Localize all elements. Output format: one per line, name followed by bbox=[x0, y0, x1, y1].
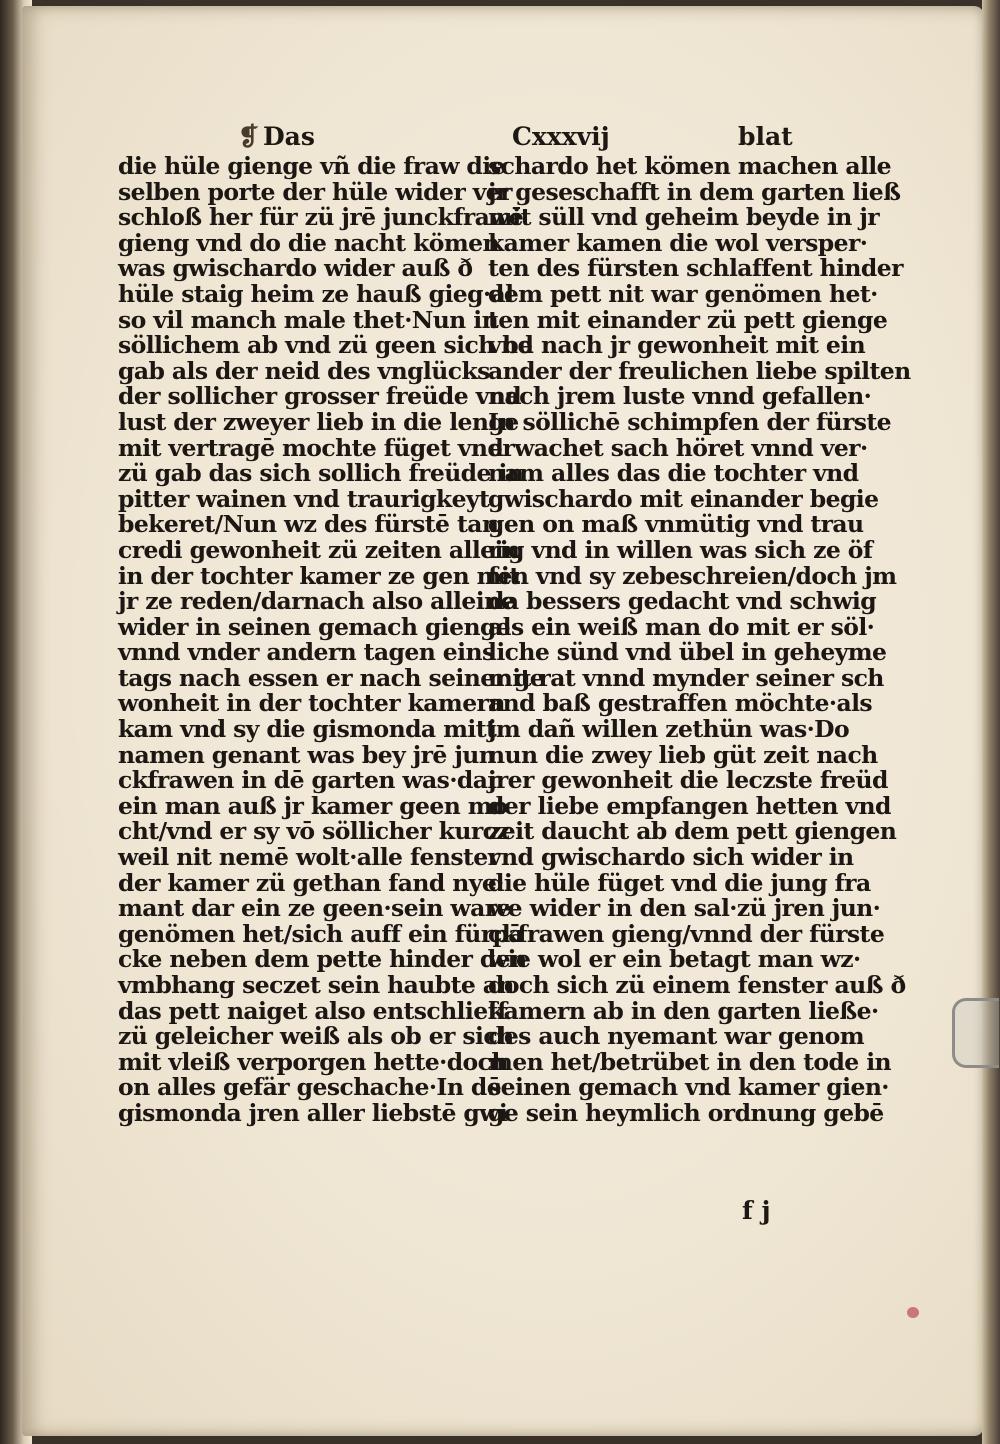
text-line: dem pett nit war genömen het· bbox=[488, 279, 878, 308]
page-tab-marker bbox=[952, 998, 999, 1068]
text-line: jm dañ willen zethün was·Do bbox=[488, 715, 850, 744]
text-line: des auch nyemant war genom bbox=[488, 1022, 865, 1051]
text-line: genömen het/sich auff ein fürpā bbox=[118, 919, 523, 948]
text-line: bekeret/Nun wz des fürstē tan bbox=[118, 510, 499, 539]
folio-number: Cxxxvij bbox=[512, 122, 610, 151]
text-line: gwischardo mit einander begie bbox=[488, 484, 879, 513]
text-line: gen on maß vnmütig vnd trau bbox=[488, 510, 864, 539]
text-line: der sollicher grosser freüde vnd bbox=[118, 382, 522, 411]
signature-mark: f j bbox=[742, 1196, 771, 1225]
text-line: ge sein heymlich ordnung gebē bbox=[488, 1098, 884, 1127]
text-line: schloß her für zü jrē junckfrawē bbox=[118, 203, 524, 232]
page-stack-edge bbox=[982, 0, 1000, 1444]
text-line: zeit daucht ab dem pett giengen bbox=[488, 817, 897, 846]
text-line: schardo het kömen machen alle bbox=[488, 152, 891, 180]
text-line: fen vnd sy zebeschreien/doch jm bbox=[488, 561, 897, 590]
text-line: mit süll vnd geheim beyde in jr bbox=[488, 203, 880, 232]
text-line: ckfrawen gieng/vnnd der fürste bbox=[488, 919, 885, 948]
text-line: wider in seinen gemach gienge· bbox=[118, 612, 518, 641]
text-line: erwachet sach höret vnnd ver· bbox=[488, 433, 868, 462]
text-line: ten mit einander zü pett gienge bbox=[488, 305, 888, 334]
text-line: der liebe empfangen hetten vnd bbox=[488, 791, 891, 820]
folio-label: blat bbox=[738, 122, 793, 151]
text-line: vnd gwischardo sich wider in bbox=[488, 843, 854, 872]
text-line: so vil manch male thet·Nun in bbox=[118, 305, 499, 334]
text-line: die hüle gienge vñ die fraw die bbox=[118, 152, 505, 180]
running-head-text: Das bbox=[262, 122, 315, 151]
text-line: weil nit nemē wolt·alle fenster bbox=[118, 843, 500, 872]
text-line: kamer kamen die wol versper· bbox=[488, 228, 868, 257]
text-line: tags nach essen er nach seiner ge bbox=[118, 663, 545, 692]
text-line: namen genant was bey jrē jun bbox=[118, 740, 496, 769]
text-column-left bbox=[118, 152, 545, 1127]
pilcrow-icon: ❡ bbox=[238, 122, 259, 151]
text-line: vnd nach jr gewonheit mit ein bbox=[488, 331, 866, 360]
text-line: we wider in den sal·zü jren jun· bbox=[488, 894, 881, 923]
text-line: ein man auß jr kamer geen mo bbox=[118, 791, 508, 820]
text-line: zü gab das sich sollich freüde in bbox=[118, 459, 524, 488]
text-line: jr ze reden/darnach also alleine bbox=[118, 587, 515, 616]
text-line: wonheit in der tochter kamern bbox=[118, 689, 505, 718]
text-column-right bbox=[488, 152, 911, 1127]
ink-spot bbox=[907, 1307, 919, 1318]
text-line: gieng vnd do die nacht kömen bbox=[118, 228, 499, 257]
text-line: on alles gefär geschache·In dē bbox=[118, 1073, 502, 1102]
text-line: gismonda jren aller liebstē gwi bbox=[118, 1098, 508, 1127]
text-line: credi gewonheit zü zeiten allein bbox=[118, 535, 520, 564]
text-line: nach jrem luste vnnd gefallen· bbox=[488, 382, 872, 411]
text-line: In söllichē schimpfen der fürste bbox=[488, 407, 892, 436]
text-line: gab als der neid des vnglücks bbox=[118, 356, 490, 385]
text-line: jr geseschafft in dem garten ließ bbox=[488, 177, 901, 206]
text-line: men het/betrübet in den tode in bbox=[488, 1047, 892, 1076]
text-line: mant dar ein ze geen·sein ware bbox=[118, 894, 511, 923]
running-head-left bbox=[238, 122, 315, 154]
text-line: vnnd vnder andern tagen eins bbox=[118, 638, 495, 667]
text-line: kamern ab in den garten ließe· bbox=[488, 996, 879, 1025]
text-line: vmbhang seczet sein haubte an bbox=[118, 971, 514, 999]
text-line: mit vertragē mochte füget vnd bbox=[118, 433, 504, 462]
text-line: da bessers gedacht vnd schwig bbox=[488, 587, 877, 616]
text-line: jrer gewonheit die leczste freüd bbox=[488, 766, 888, 795]
text-line: nun die zwey lieb güt zeit nach bbox=[488, 740, 878, 769]
text-line: zü geleicher weiß als ob er sich bbox=[118, 1022, 514, 1051]
text-line: rig vnd in willen was sich ze öf bbox=[488, 535, 873, 564]
text-line: kam vnd sy die gismonda mitt bbox=[118, 715, 497, 744]
text-line: ten des fürsten schlaffent hinder bbox=[488, 254, 903, 283]
text-line: nam alles das die tochter vnd bbox=[488, 459, 859, 488]
text-line: seinen gemach vnd kamer gien· bbox=[488, 1073, 889, 1102]
text-line: als ein weiß man do mit er söl· bbox=[488, 612, 875, 641]
text-line: mit rat vnnd mynder seiner sch bbox=[488, 663, 884, 692]
text-line: pitter wainen vnd traurigkeyt bbox=[118, 484, 490, 513]
text-line: der kamer zü gethan fand nye· bbox=[118, 868, 504, 897]
text-line: in der tochter kamer ze gen mit bbox=[118, 561, 520, 590]
text-line: cke neben dem pette hinder den bbox=[118, 945, 527, 974]
text-line: wie wol er ein betagt man wz· bbox=[488, 945, 861, 974]
text-line: das pett naiget also entschlieff bbox=[118, 996, 507, 1025]
text-line: liche sünd vnd übel in geheyme bbox=[488, 638, 887, 667]
text-line: söllichem ab vnd zü geen sich be bbox=[118, 331, 533, 360]
text-line: ckfrawen in dē garten was·dar bbox=[118, 766, 500, 795]
text-line: cht/vnd er sy vō söllicher kurcz bbox=[118, 817, 510, 846]
text-line: selben porte der hüle wider ver bbox=[118, 177, 512, 206]
text-line: and baß gestraffen möchte·als bbox=[488, 689, 873, 718]
text-line: was gwischardo wider auß ð bbox=[118, 254, 473, 283]
text-line: die hüle füget vnd die jung fra bbox=[488, 868, 871, 897]
text-line: ander der freulichen liebe spilten bbox=[488, 356, 911, 385]
text-line: hüle staig heim ze hauß gieg·al bbox=[118, 279, 514, 308]
text-line: lust der zweyer lieb in die lenge bbox=[118, 407, 519, 436]
text-line: doch sich zü einem fenster auß ð bbox=[488, 971, 906, 999]
text-line: mit vleiß verporgen hette·doch bbox=[118, 1047, 508, 1076]
